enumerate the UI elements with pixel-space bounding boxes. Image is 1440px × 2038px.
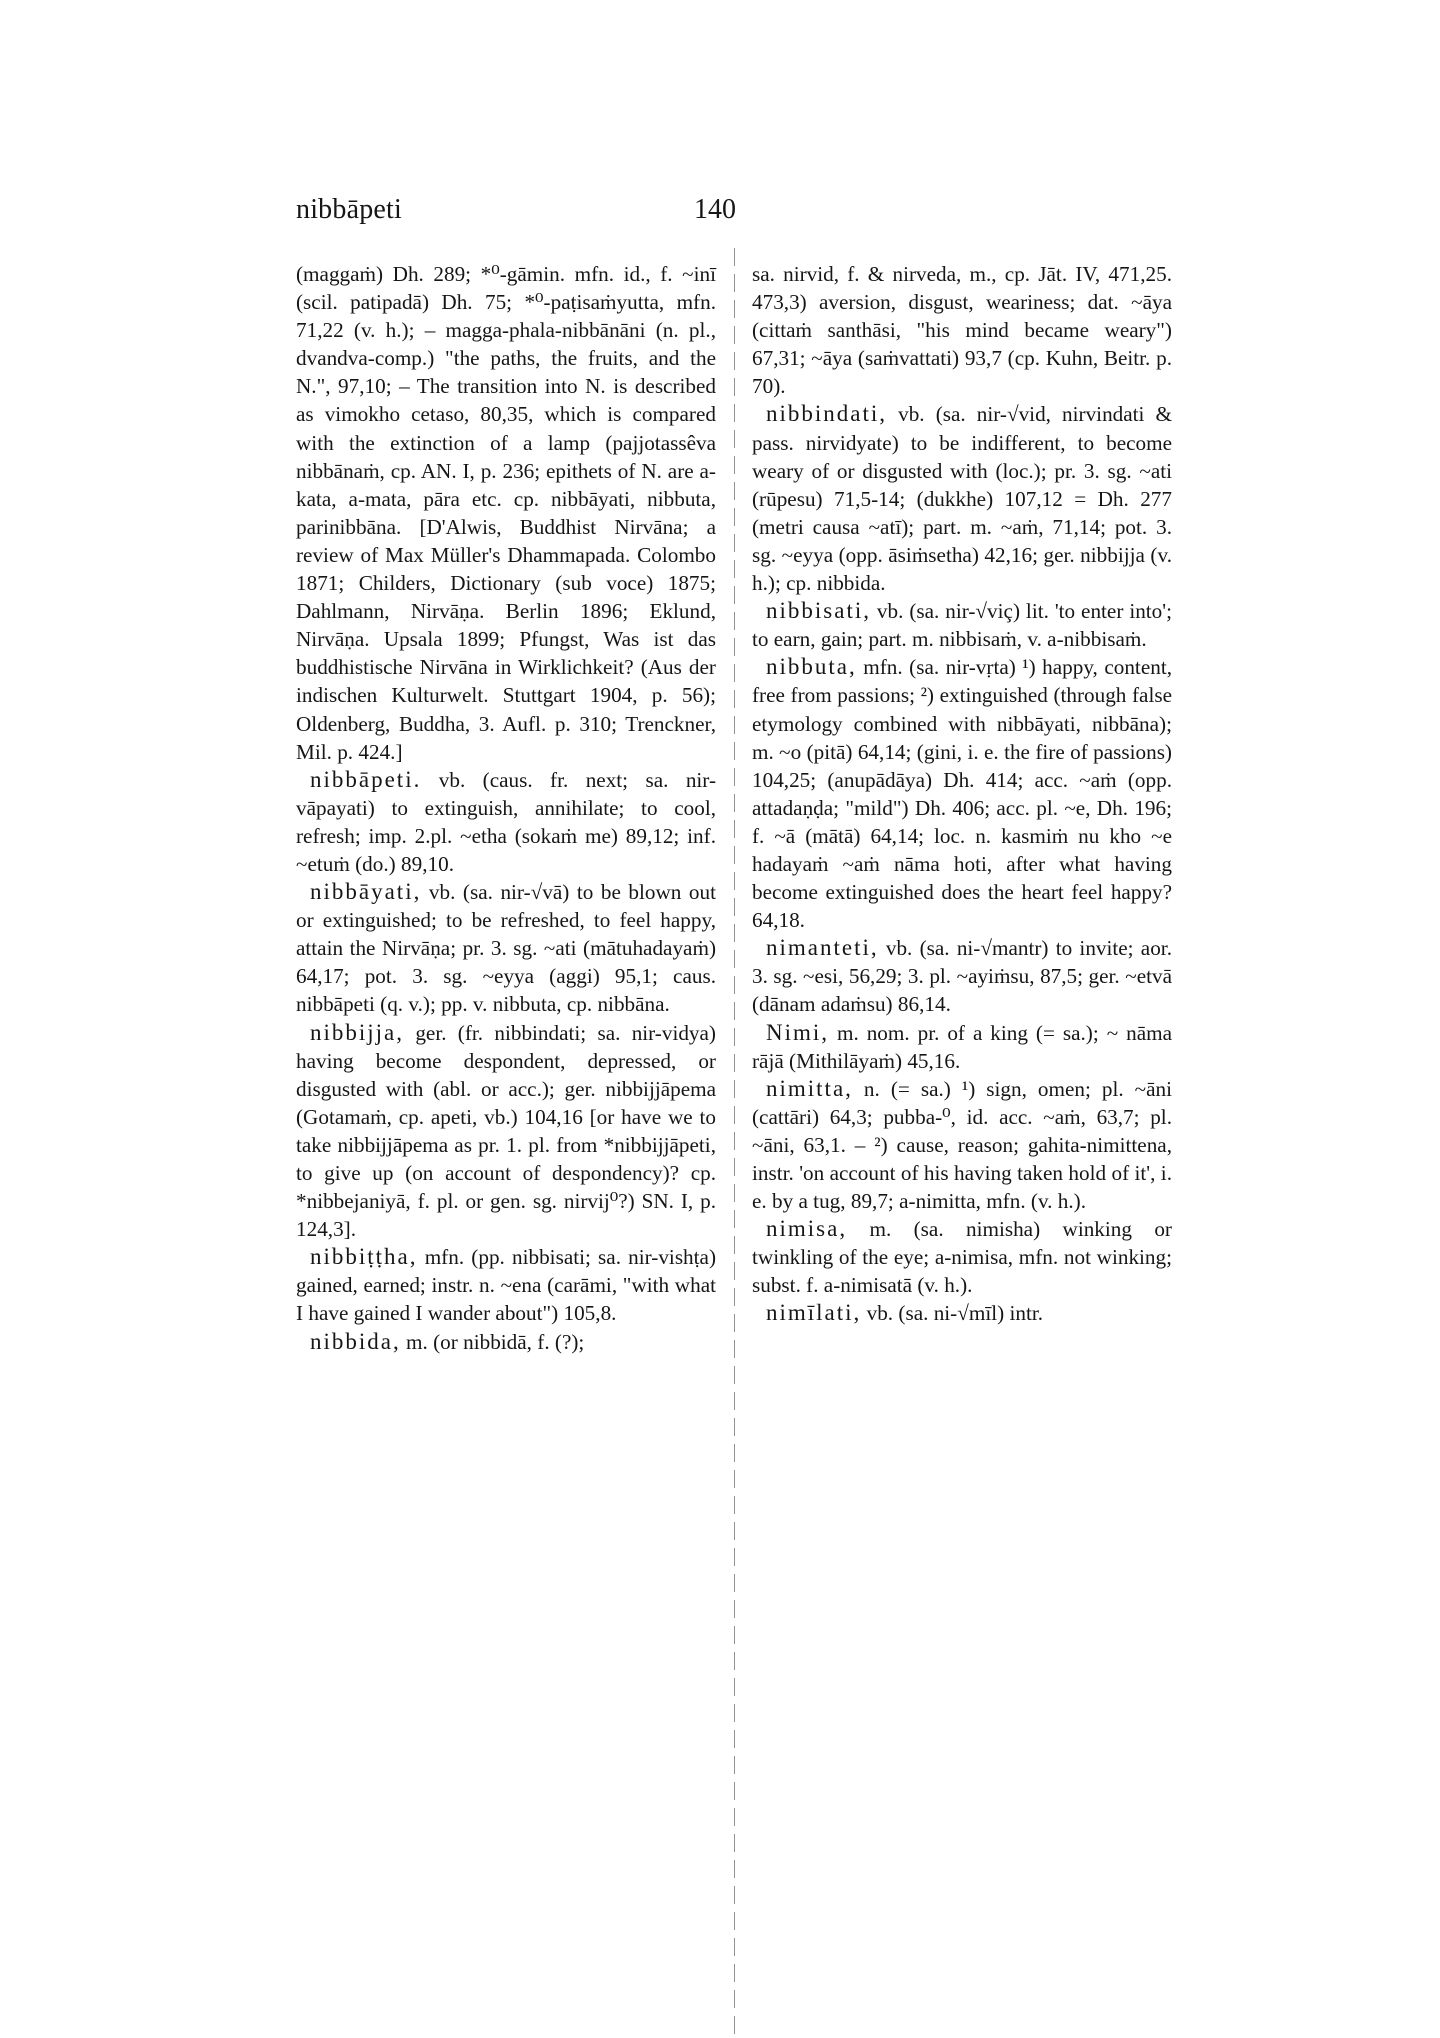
- dictionary-entry: [752, 1019, 1172, 1075]
- dictionary-entry: [296, 260, 716, 766]
- entry-body: ger. (fr. nibbindati; sa. nir-vidya) having become despondent, depressed, or disgusted with (abl. or acc.); ger. nibbijjāpema (Gotamaṁ, cp. apeti, vb.) 104,16 [or have we to take nibbijjāpema as pr. 1. pl. from *nibbijjāpeti, to give up (on account of despondency)? cp. *nibbejaniyā, f. pl. or gen. sg. nirvij⁰?) SN. I, p. 124,3].: [296, 1020, 716, 1242]
- dictionary-entry: [752, 934, 1172, 1018]
- dictionary-entry: [752, 260, 1172, 400]
- entry-headword: nimanteti,: [766, 935, 879, 961]
- entry-headword: Nimi,: [766, 1019, 830, 1045]
- entry-headword: nibbāyati,: [310, 879, 422, 905]
- right-column: [752, 260, 1172, 1328]
- entry-body: m. (sa. nimisha) winking or twinkling of the eye; a-nimisa, mfn. not winking; subst. f. a-nimisatā (v. h.).: [752, 1217, 1172, 1298]
- running-head: nibbāpeti: [296, 194, 402, 225]
- column-divider: [734, 248, 735, 2038]
- entry-body: sa. nirvid, f. & nirveda, m., cp. Jāt. IV, 471,25. 473,3) aversion, disgust, weariness; dat. ~āya (cittaṁ santhāsi, "his mind became weary") 67,31; ~āya (saṁvattati) 93,7 (cp. Kuhn, Beitr. p. 70).: [752, 262, 1172, 399]
- entry-body: mfn. (sa. nir-vṛta) ¹) happy, content, free from passions; ²) extinguished (through false etymology combined with nibbāyati, nibbāna); m. ~o (pitā) 64,14; (gini, i. e. the fire of passions) 104,25; (anupādāya) Dh. 414; acc. ~aṁ (opp. attadaṇḍa; "mild") Dh. 406; acc. pl. ~e, Dh. 196; f. ~ā (mātā) 64,14; loc. n. kasmiṁ nu kho ~e hadayaṁ ~aṁ nāma hoti, after what having become extinguished does the heart feel happy? 64,18.: [752, 655, 1172, 933]
- entry-headword: nibbijja,: [310, 1019, 405, 1045]
- entry-headword: nibbida,: [310, 1328, 401, 1354]
- entry-body: vb. (sa. ni-√mantr) to invite; aor. 3. sg. ~esi, 56,29; 3. pl. ~ayiṁsu, 87,5; ger. ~etvā (dānam adaṁsu) 86,14.: [752, 936, 1172, 1017]
- entry-body: vb. (caus. fr. next; sa. nir-vāpayati) to extinguish, annihilate; to cool, refresh; imp. 2.pl. ~etha (sokaṁ me) 89,12; inf. ~etuṁ (do.) 89,10.: [296, 767, 716, 876]
- dictionary-entry: [752, 1075, 1172, 1215]
- dictionary-entry: [296, 878, 716, 1018]
- dictionary-entry: [752, 1299, 1172, 1327]
- entry-headword: nimitta,: [766, 1075, 853, 1101]
- entry-body: vb. (sa. nir-√viç) lit. 'to enter into'; to earn, gain; part. m. nibbisaṁ, v. a-nibbisaṁ.: [752, 599, 1172, 652]
- entry-body: vb. (sa. nir-√vid, nirvindati & pass. nirvidyate) to be indifferent, to become weary of or disgusted with (loc.); pr. 3. sg. ~ati (rūpesu) 71,5-14; (dukkhe) 107,12 = Dh. 277 (metri causa ~atī); part. m. ~aṁ, 71,14; pot. 3. sg. ~eyya (opp. āsiṁsetha) 42,16; ger. nibbijja (v. h.); cp. nibbida.: [752, 402, 1172, 596]
- entry-body: vb. (sa. nir-√vā) to be blown out or extinguished; to be refreshed, to feel happy, attain the Nirvāṇa; pr. 3. sg. ~ati (mātuhadayaṁ) 64,17; pot. 3. sg. ~eyya (aggi) 95,1; caus. nibbāpeti (q. v.); pp. v. nibbuta, cp. nibbāna.: [296, 880, 716, 1017]
- entry-headword: nibbiṭṭha,: [310, 1244, 418, 1270]
- left-column: [296, 260, 716, 1356]
- dictionary-entry: [752, 653, 1172, 934]
- entry-body: mfn. (pp. nibbisati; sa. nir-vishṭa) gained, earned; instr. n. ~ena (carāmi, "with what I have gained I wander about") 105,8.: [296, 1245, 716, 1326]
- entry-body: m. nom. pr. of a king (= sa.); ~ nāma rājā (Mithilāyaṁ) 45,16.: [752, 1020, 1172, 1073]
- entry-headword: nibbindati,: [766, 401, 888, 427]
- dictionary-entry: [752, 597, 1172, 653]
- dictionary-entry: [296, 1019, 716, 1244]
- entry-headword: nibbuta,: [766, 654, 857, 680]
- dictionary-entry: [752, 1215, 1172, 1299]
- entry-headword: nimisa,: [766, 1216, 848, 1242]
- dictionary-entry: [296, 1328, 716, 1356]
- entry-body: m. (or nibbidā, f. (?);: [400, 1329, 585, 1354]
- entry-body: (maggaṁ) Dh. 289; *⁰-gāmin. mfn. id., f. ~inī (scil. patipadā) Dh. 75; *⁰-paṭisaṁyutta, mfn. 71,22 (v. h.); – magga-phala-nibbānāni (n. pl., dvandva-comp.) "the paths, the fruits, and the N.", 97,10; – The transition into N. is described as vimokho cetaso, 80,35, which is compared with the extinction of a lamp (pajjotassêva nibbānaṁ, cp. AN. I, p. 236; epithets of N. are a-kata, a-mata, pāra etc. cp. nibbāyati, nibbuta, parinibbāna. [D'Alwis, Buddhist Nirvāna; a review of Max Müller's Dhammapada. Colombo 1871; Childers, Dictionary (sub voce) 1875; Dahlmann, Nirvāṇa. Berlin 1896; Eklund, Nirvāṇa. Upsala 1899; Pfungst, Was ist das buddhistische Nirvāna in Wirklichkeit? (Aus der indischen Kulturwelt. Stuttgart 1904, p. 56); Oldenberg, Buddha, 3. Aufl. p. 310; Trenckner, Mil. p. 424.]: [296, 262, 716, 764]
- entry-body: vb. (sa. ni-√mīl) intr.: [861, 1301, 1044, 1326]
- page-number: 140: [694, 194, 736, 225]
- entry-headword: nibbāpeti.: [310, 766, 422, 792]
- entry-body: n. (= sa.) ¹) sign, omen; pl. ~āni (cattāri) 64,3; pubba-⁰, id. acc. ~aṁ, 63,7; pl. ~āni, 63,1. – ²) cause, reason; gahita-nimittena, instr. 'on account of his having taken hold of it', i. e. by a tug, 89,7; a-nimitta, mfn. (v. h.).: [752, 1076, 1172, 1214]
- dictionary-entry: [296, 1243, 716, 1327]
- dictionary-entry: [752, 400, 1172, 597]
- dictionary-entry: [296, 766, 716, 878]
- entry-headword: nibbisati,: [766, 598, 871, 624]
- entry-headword: nimīlati,: [766, 1300, 862, 1326]
